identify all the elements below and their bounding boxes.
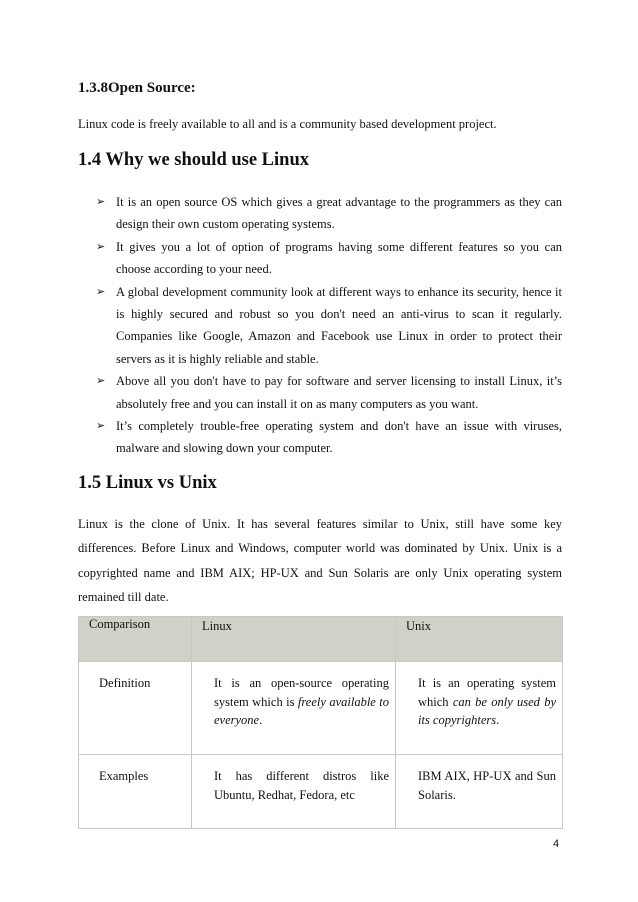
linux-examples-cell: It has different distros like Ubuntu, Redhat, Fedora, etc <box>192 755 396 829</box>
arrow-bullet-icon: ➢ <box>96 284 106 298</box>
arrow-bullet-icon: ➢ <box>96 419 106 433</box>
bullet-item <box>96 370 562 415</box>
cell-text: . <box>496 713 500 728</box>
section-heading-linux-vs-unix: 1.5 Linux vs Unix <box>78 473 217 493</box>
page-number: 4 <box>553 838 560 850</box>
cell-text-italic: can be only used by its copyrighters <box>418 694 556 728</box>
arrow-bullet-icon: ➢ <box>96 239 106 253</box>
table-header-row <box>79 617 563 662</box>
bullet-text: It gives you a lot of option of programs having some different features so you can choose according to your need. <box>116 239 562 277</box>
cell-text-italic: freely available to everyone <box>214 694 389 728</box>
bullet-item <box>96 281 562 371</box>
table-row <box>79 662 563 755</box>
bullet-item <box>96 191 562 236</box>
cell-text: It is an open-source operating system which is <box>214 676 389 709</box>
arrow-bullet-icon: ➢ <box>96 374 106 388</box>
row-label-definition: Definition <box>79 662 192 755</box>
header-comparison: Comparison <box>79 617 192 662</box>
bullet-item <box>96 415 562 460</box>
section-heading-open-source: 1.3.8Open Source: <box>78 80 196 96</box>
linux-vs-unix-paragraph: Linux is the clone of Unix. It has several features similar to Unix, still have some key differences. Before Linux and Windows, computer world was dominated by Unix. Unix is a copyrighted name and IBM AIX; HP-UX and Sun Solaris are only Unix operating system remained till date. <box>78 517 562 605</box>
bullet-text: A global development community look at different ways to enhance its security, hence it is highly secured and robust so you don't need an anti-virus to scan it regularly. Companies like Google, Amazon and Facebook use Linux in order to protect their servers as it is highly reliable and stable. <box>116 284 562 366</box>
header-linux: Linux <box>192 617 396 662</box>
section-heading-why-linux: 1.4 Why we should use Linux <box>78 150 309 170</box>
unix-definition-cell <box>396 662 563 755</box>
cell-text: . <box>259 713 263 728</box>
row-label-examples: Examples <box>79 755 192 829</box>
bullet-text: It’s completely trouble-free operating system and don't have an issue with viruses, malware and slowing down your computer. <box>116 419 562 456</box>
linux-definition-cell <box>192 662 396 755</box>
why-linux-bullet-list <box>96 191 562 460</box>
bullet-item <box>96 236 562 281</box>
cell-text: It is an operating system which <box>418 676 556 709</box>
open-source-paragraph: Linux code is freely available to all and is a community based development project. <box>78 117 497 131</box>
header-unix: Unix <box>396 617 563 662</box>
unix-examples-cell: IBM AIX, HP-UX and Sun Solaris. <box>396 755 563 829</box>
comparison-table <box>78 616 563 829</box>
arrow-bullet-icon: ➢ <box>96 195 106 208</box>
bullet-text: It is an open source OS which gives a great advantage to the programmers as they can design their own custom operating systems. <box>116 195 562 232</box>
table-row <box>79 755 563 829</box>
bullet-text: Above all you don't have to pay for software and server licensing to install Linux, it’s absolutely free and you can install it on as many computers as you want. <box>116 374 562 411</box>
